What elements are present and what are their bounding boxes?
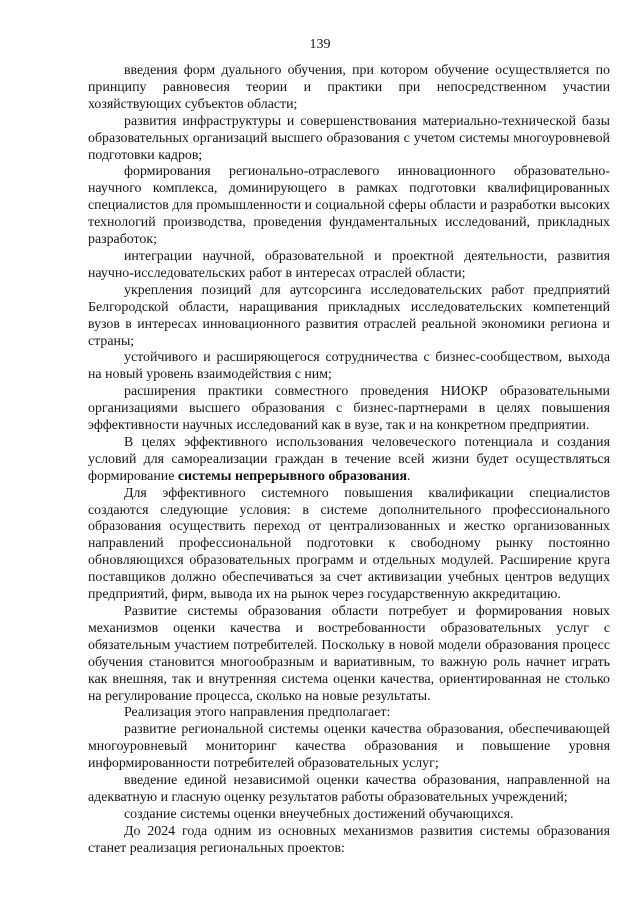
paragraph-business-cooperation: устойчивого и расширяющегося сотрудничества с бизнес-сообществом, выхода на новый уровень взаимодействия с ним;	[88, 350, 610, 383]
continuous-ed-lead: В целях эффективного использования человеческого потенциала и создания условий для самореализации граждан в течение всей жизни будет осуществляться формирование	[88, 434, 610, 484]
paragraph-regional-projects: До 2024 года одним из основных механизмов развития системы образования станет реализация региональных проектов:	[88, 823, 610, 856]
paragraph-qualification: Для эффективного системного повышения квалификации специалистов создаются следующие условия: в системе дополнительного профессионального образования осуществить переход от централизованных и жестко организованных направлений профессиональной подготовки к свободному рынку постоянно обновляющихся образовательных программ и отдельных модулей. Расширение круга поставщиков должно обеспечиваться за счет активизации учебных центров ведущих предприятий, фирм, вывода их на рынок через государственную аккредитацию.	[88, 485, 610, 603]
paragraph-niokr: расширения практики совместного проведения НИОКР образовательными организациями высшего образования с бизнес-партнерами в целях повышения эффективности научных исследований как в вузе, так и на конкретном предприятии.	[88, 384, 610, 434]
paragraph-continuous-education	[88, 435, 610, 486]
paragraph-dual-education: введения форм дуального обучения, при котором обучение осуществляется по принципу равновесия теории и практики при непосредственном участии хозяйствующих субъектов области;	[88, 63, 610, 112]
paragraph-quality-mechanisms: Развитие системы образования области потребует и формирования новых механизмов оценки качества и востребованности образовательных услуг с обязательным участием потребителей. Поскольку в новой модели образования процесс обучения становится многообразным и вариативным, то важную роль начнет играть как внешняя, так и внутренняя система оценки качества, ориентированная не столько на регулирование процесса, сколько на новые результаты.	[88, 604, 610, 704]
paragraph-implementation-intro: Реализация этого направления предполагает:	[124, 705, 391, 721]
paragraph-extracurricular: создание системы оценки внеучебных достижений обучающихся.	[124, 806, 514, 822]
document-body	[88, 63, 610, 858]
paragraph-infrastructure: развития инфраструктуры и совершенствования материально-технической базы образовательных организаций высшего образования с учетом системы многоуровневой подготовки кадров;	[88, 113, 610, 163]
paragraph-innovation-complex: формирования регионально-отраслевого инновационного образовательно-научного комплекса, доминирующего в рамках подготовки квалифицированных специалистов для промышленности и социальной сферы области и разработки высоких технологий производства, проведения фундаментальных исследований, прикладных разработок;	[88, 164, 610, 248]
paragraph-regional-assessment: развитие региональной системы оценки качества образования, обеспечивающей многоуровневый мониторинг качества образования и повышение уровня информированности потребителей образовательных услуг;	[88, 722, 610, 772]
page-number: 139	[309, 37, 331, 52]
continuous-ed-bold-term: системы непрерывного образования	[177, 468, 408, 484]
paragraph-outsourcing: укрепления позиций для аутсорсинга исследовательских работ предприятий Белгородской области, наращивания прикладных исследовательских компетенций вузов в интересах инновационного развития отраслей реальной экономики региона и страны;	[88, 282, 610, 349]
continuous-ed-tail: .	[407, 468, 411, 484]
paragraph-independent-assessment: введение единой независимой оценки качества образования, направленной на адекватную и гласную оценку результатов работы образовательных учреждений;	[88, 773, 610, 805]
paragraph-integration: интеграции научной, образовательной и проектной деятельности, развития научно-исследовательских работ в интересах отраслей области;	[88, 248, 610, 281]
